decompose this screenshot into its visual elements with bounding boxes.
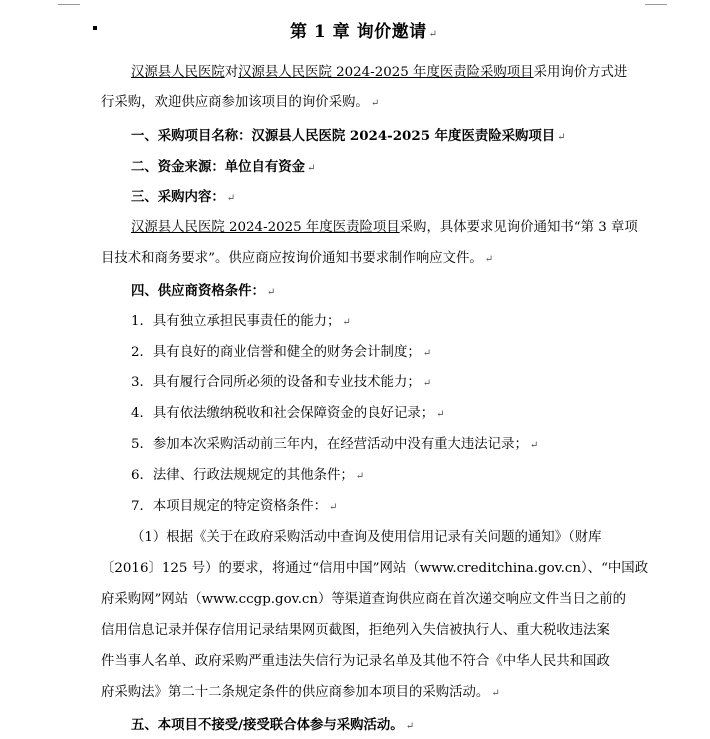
page-corner-mark-right [645,4,667,5]
special-line-4[interactable] [101,623,610,639]
chapter-title-text: 第 1 章 询价邀请 [290,22,427,42]
section-4-heading[interactable] [131,283,275,301]
intro-text-tail: 采用询价方式进 [533,65,628,80]
paragraph-mark: ↵ [307,163,316,174]
special-text: 信用信息记录并保存信用记录结果网页截图，拒绝列入失信被执行人、重大税收违法案 [101,623,610,638]
special-line-1[interactable] [131,530,602,546]
section-2-heading[interactable] [131,159,315,177]
condition-text: 1．具有独立承担民事责任的能力； [131,314,341,329]
paragraph-mark: ↵ [329,502,338,513]
condition-item-3[interactable] [131,375,431,392]
condition-text: 6．法律、行政法规规定的其他条件； [131,468,354,483]
section-5-heading[interactable] [131,717,414,735]
content-line-2[interactable] [101,251,493,268]
page-corner-mark-left [58,4,80,5]
paragraph-mark: ↵ [422,378,432,389]
paragraph-mark: ↵ [557,132,566,143]
intro-text: 对 [224,65,239,80]
condition-item-6[interactable] [131,468,364,485]
paragraph-mark: ↵ [405,721,415,732]
section-3-heading[interactable] [131,189,235,207]
condition-text: 3．具有履行合同所必须的设备和专业技术能力； [131,375,421,390]
paragraph-mark: ↵ [422,348,432,359]
condition-text: 5．参加本次采购活动前三年内，在经营活动中没有重大违法记录； [131,437,528,452]
section-2-text: 二、资金来源：单位自有资金 [131,159,306,175]
section-3-text: 三、采购内容： [131,189,225,205]
special-line-2[interactable] [101,561,648,577]
section-1-text: 一、采购项目名称：汉源县人民医院 2024-2025 年度医责险采购项目 [131,128,556,144]
purchaser-name: 汉源县人民医院 [131,65,225,80]
special-line-3[interactable] [101,592,626,608]
intro-line-1[interactable] [131,65,627,81]
condition-item-4[interactable] [131,406,445,423]
section-1-heading[interactable] [131,128,566,146]
special-text: 件当事人名单、政府采购严重违法失信行为记录名单及其他不符合《中华人民共和国政 [101,654,610,669]
condition-item-7[interactable] [131,499,337,516]
paragraph-mark: ↵ [355,471,365,482]
special-line-5[interactable] [101,654,610,670]
special-line-6[interactable] [101,685,500,702]
condition-text: 4．具有依法缴纳税收和社会保障资金的良好记录； [131,406,435,421]
chapter-title[interactable] [290,17,437,42]
paragraph-mark: ↵ [342,317,351,328]
condition-text: 7．本项目规定的特定资格条件： [131,499,327,514]
heading-bullet-marker [93,26,97,30]
paragraph-mark: ↵ [529,440,539,451]
special-text: 〔2016〕125 号）的要求，将通过“信用中国”网站（www.creditchina.gov.cn）、“中国政 [101,561,649,576]
content-text-2: 目技术和商务要求”。供应商应按询价通知书要求制作响应文件。 [101,251,483,266]
content-line-1[interactable] [131,220,638,236]
condition-item-5[interactable] [131,437,538,454]
condition-item-1[interactable] [131,314,351,331]
content-text: 采购，具体要求见询价通知书“第 3 章项 [399,220,638,235]
paragraph-mark: ↵ [226,193,236,204]
section-5-text: 五、本项目不接受/接受联合体参与采购活动。 [131,717,404,733]
paragraph-mark: ↵ [436,409,445,420]
project-name: 汉源县人民医院 2024-2025 年度医责险采购项目 [238,65,534,80]
paragraph-mark: ↵ [484,254,494,265]
section-4-text: 四、供应商资格条件： [131,283,265,299]
paragraph-mark: ↵ [491,688,500,699]
paragraph-mark: ↵ [428,29,438,40]
special-text: 府采购法》第二十二条规定条件的供应商参加本项目的采购活动。 [101,685,490,700]
special-text: （1）根据《关于在政府采购活动中查询及使用信用记录有关问题的通知》（财库 [131,530,602,545]
intro-text-2: 行采购，欢迎供应商参加该项目的询价采购。 [101,95,369,110]
condition-item-2[interactable] [131,345,431,362]
paragraph-mark: ↵ [370,98,380,109]
content-project-name: 汉源县人民医院 2024-2025 年度医责险项目 [131,220,400,235]
intro-line-2[interactable] [101,95,379,112]
special-text: 府采购网”网站（www.ccgp.gov.cn）等渠道查询供应商在首次递交响应文件当日之前的 [101,592,627,607]
paragraph-mark: ↵ [266,287,276,298]
condition-text: 2．具有良好的商业信誉和健全的财务会计制度； [131,345,421,360]
